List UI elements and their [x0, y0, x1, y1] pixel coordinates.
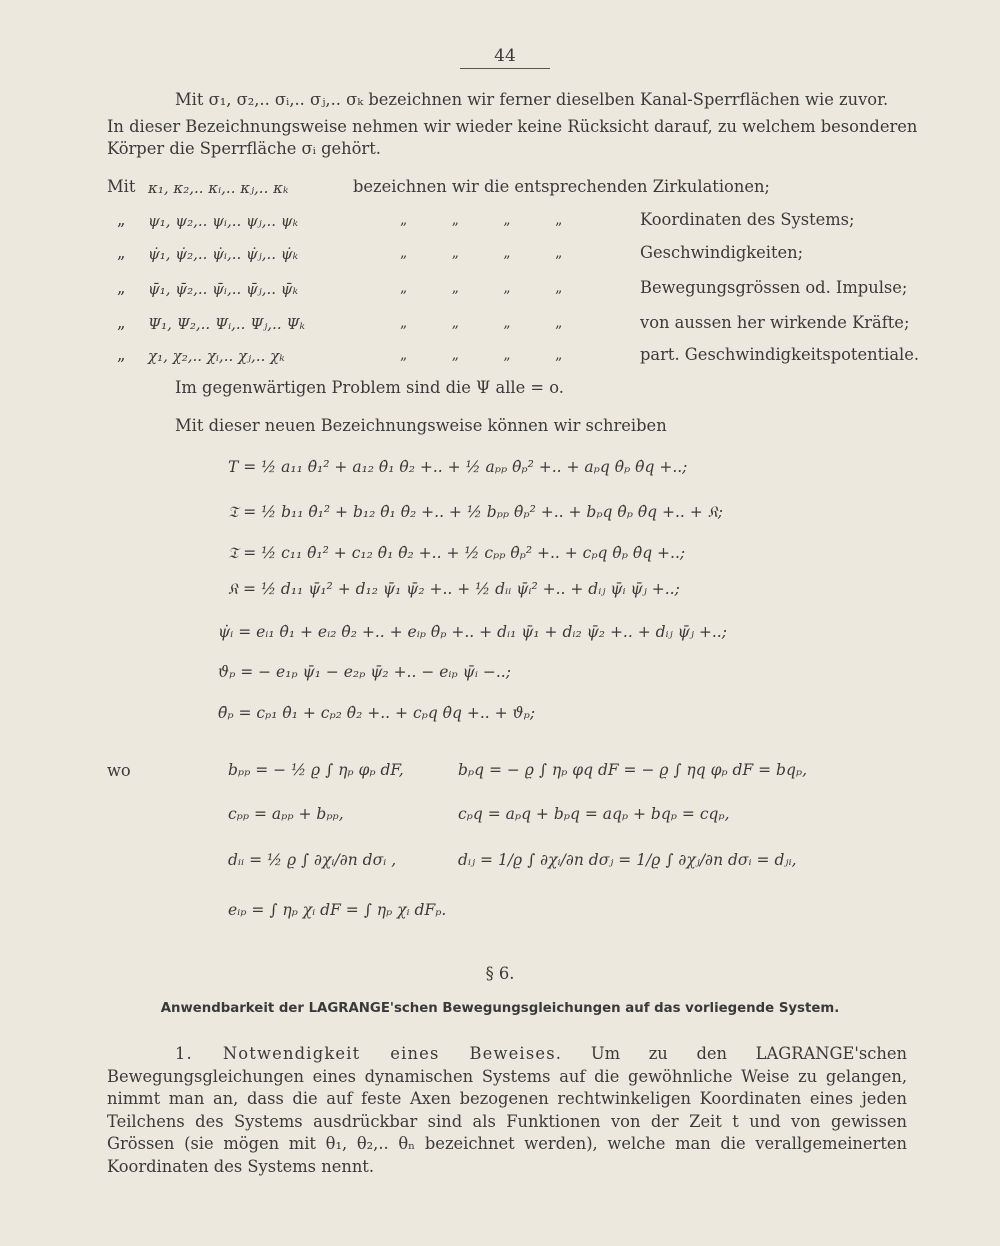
row-6-ditto: „ „ „ „	[400, 347, 563, 363]
row-3-text: Geschwindigkeiten;	[640, 243, 804, 262]
intro-line-3: Körper die Sperrfläche σᵢ gehört.	[107, 139, 381, 158]
definition-3-left: dᵢᵢ = ½ ϱ ∫ ∂χᵢ/∂n dσᵢ ,	[228, 851, 397, 869]
row-4-ditto: „ „ „ „	[400, 280, 563, 296]
page-number: 44	[494, 46, 516, 66]
body-heading: 1. Notwendigkeit eines Beweises.	[175, 1044, 563, 1063]
row-5-text: von aussen her wirkende Kräfte;	[640, 313, 910, 332]
row-3-symbols: ψ̇₁, ψ̇₂,.. ψ̇ᵢ,.. ψ̇ⱼ,.. ψ̇ₖ	[148, 245, 299, 263]
row-3-ditto: „ „ „ „	[400, 245, 563, 261]
intro-line-1: Mit σ₁, σ₂,.. σᵢ,.. σⱼ,.. σₖ bezeichnen wir ferner dieselben Kanal-Sperrflächen wie zuvor.	[175, 90, 889, 109]
row-2-symbols: ψ₁, ψ₂,.. ψᵢ,.. ψⱼ,.. ψₖ	[148, 212, 299, 230]
row-5-symbols: Ψ₁, Ψ₂,.. Ψᵢ,.. Ψⱼ,.. Ψₖ	[148, 315, 306, 333]
row-4-lead: „	[117, 278, 126, 297]
row-4-symbols: ψ̄₁, ψ̄₂,.. ψ̄ᵢ,.. ψ̄ⱼ,.. ψ̄ₖ	[148, 280, 299, 298]
definition-2-left: cₚₚ = aₚₚ + bₚₚ,	[228, 805, 344, 823]
row-4-text: Bewegungsgrössen od. Impulse;	[640, 278, 908, 297]
section-title: Anwendbarkeit der LAGRANGE'schen Bewegungsgleichungen auf das vorliegende System.	[160, 1001, 840, 1016]
body-text: Um zu den LAGRANGE'schen Bewegungsgleichungen eines dynamischen Systems auf die gewöhnliche Weise zu gelangen, nimmt man an, dass die auf feste Axen bezogenen rechtwinkeligen Koordinaten eines jeden Teilchens des Systems ausdrückbar sind als Funktionen von der Zeit t und von gewissen Grössen (sie mögen mit θ₁, θ₂,.. θₙ bezeichnet werden), welche man die verallgemeinerten Koordinaten des Systems nennt.	[107, 1044, 907, 1176]
equation-T-frak-2: 𝔗 = ½ c₁₁ θ̇₁² + c₁₂ θ̇₁ θ̇₂ +.. + ½ cₚₚ θ̇ₚ² +.. + cₚq θ̇ₚ θ̇q +..;	[228, 544, 686, 562]
equation-theta-bar: θ̄ₚ = cₚ₁ θ̇₁ + cₚ₂ θ̇₂ +.. + cₚq θ̇q +.. + ϑₚ;	[218, 704, 536, 722]
page-number-rule	[460, 68, 550, 69]
equation-vartheta: ϑₚ = − e₁ₚ ψ̄₁ − e₂ₚ ψ̄₂ +.. − eᵢₚ ψ̄ᵢ −..;	[218, 663, 511, 681]
body-paragraph	[107, 1043, 907, 1178]
section-number: § 6.	[485, 964, 515, 983]
row-1-lead: Mit	[107, 177, 136, 196]
with-notation: Mit dieser neuen Bezeichnungsweise können wir schreiben	[175, 416, 667, 435]
definition-1-right: bₚq = − ϱ ∫ ηₚ φq dF = − ϱ ∫ ηq φₚ dF = bqₚ,	[458, 761, 808, 779]
row-2-ditto: „ „ „ „	[400, 212, 563, 228]
row-6-symbols: χ₁, χ₂,.. χᵢ,.. χⱼ,.. χₖ	[148, 347, 285, 365]
equation-K: 𝔎 = ½ d₁₁ ψ̄₁² + d₁₂ ψ̄₁ ψ̄₂ +.. + ½ dᵢᵢ ψ̄ᵢ² +.. + dᵢⱼ ψ̄ᵢ ψ̄ⱼ +..;	[228, 580, 680, 598]
row-6-text: part. Geschwindigkeitspotentiale.	[640, 345, 920, 364]
row-2-lead: „	[117, 210, 126, 229]
definition-1-left: bₚₚ = − ½ ϱ ∫ ηₚ φₚ dF,	[228, 761, 404, 779]
equation-T: T = ½ a₁₁ θ̇₁² + a₁₂ θ̇₁ θ̇₂ +.. + ½ aₚₚ θ̇ₚ² +.. + aₚq θ̇ₚ θ̇q +..;	[228, 458, 688, 476]
row-5-lead: „	[117, 313, 126, 332]
row-6-lead: „	[117, 345, 126, 364]
row-3-lead: „	[117, 243, 126, 262]
note-psi: Im gegenwärtigen Problem sind die Ψ alle = o.	[175, 378, 564, 397]
row-1-symbols: κ₁, κ₂,.. κᵢ,.. κⱼ,.. κₖ	[148, 179, 289, 197]
definition-3-right: dᵢⱼ = 1/ϱ ∫ ∂χᵢ/∂n dσⱼ = 1/ϱ ∫ ∂χⱼ/∂n dσᵢ = dⱼᵢ,	[458, 851, 797, 869]
equation-T-frak: 𝔗 = ½ b₁₁ θ̇₁² + b₁₂ θ̇₁ θ̇₂ +.. + ½ bₚₚ θ̇ₚ² +.. + bₚq θ̇ₚ θ̇q +.. + 𝔎;	[228, 503, 724, 521]
wo-label: wo	[107, 761, 131, 780]
row-5-ditto: „ „ „ „	[400, 315, 563, 331]
intro-line-2: In dieser Bezeichnungsweise nehmen wir wieder keine Rücksicht darauf, zu welchem besonderen	[107, 117, 918, 136]
equation-psi-dot: ψ̇ᵢ = eᵢ₁ θ̇₁ + eᵢ₂ θ̇₂ +.. + eᵢₚ θ̇ₚ +.. + dᵢ₁ ψ̄₁ + dᵢ₂ ψ̄₂ +.. + dᵢⱼ ψ̄ⱼ +..;	[218, 623, 727, 641]
row-1-text: bezeichnen wir die entsprechenden Zirkulationen;	[353, 177, 770, 196]
row-2-text: Koordinaten des Systems;	[640, 210, 855, 229]
definition-2-right: cₚq = aₚq + bₚq = aqₚ + bqₚ = cqₚ,	[458, 805, 730, 823]
definition-4-left: eᵢₚ = ∫ ηₚ χᵢ dF = ∫ ηₚ χᵢ dFₚ.	[228, 901, 447, 919]
